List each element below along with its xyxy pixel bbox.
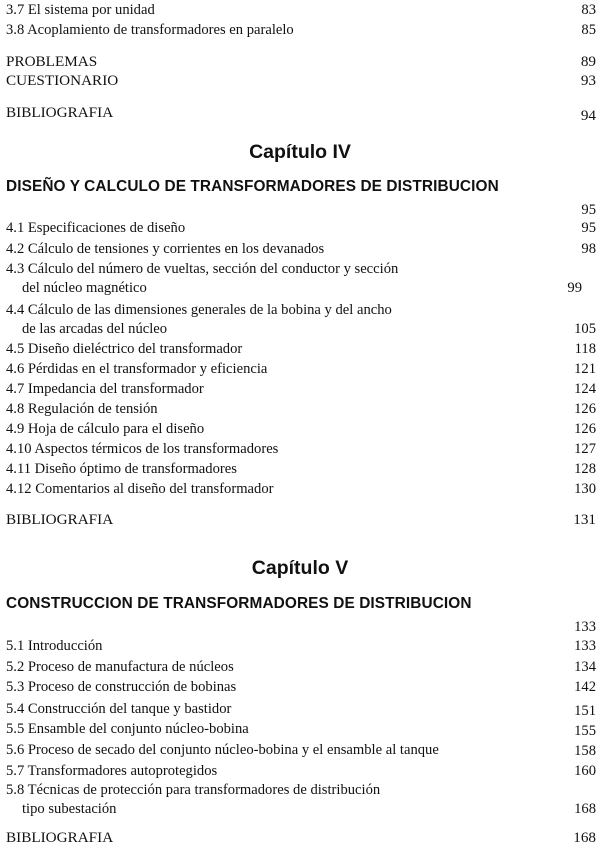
entry-title: 4.1 Especificaciones de diseño [6,220,186,236]
entry-page: 158 [574,743,596,759]
toc-entry-5-4 [6,700,596,718]
toc-entry-cuestionario [6,72,596,90]
entry-page: 151 [574,703,596,719]
toc-entry-4-7 [6,380,596,398]
entry-page: 93 [580,72,596,89]
toc-entry-3-7 [6,1,596,19]
entry-title: BIBLIOGRAFIA [6,104,114,121]
entry-page: 133 [574,638,596,654]
entry-page: 130 [574,481,596,497]
entry-title: 4.7 Impedancia del transformador [6,381,204,397]
entry-page: 121 [574,361,596,377]
entry-page: 134 [574,659,596,675]
toc-entry-4-4 [6,301,596,319]
entry-page: 89 [580,53,596,70]
entry-page: 160 [574,763,596,779]
chapter-4-section-page [6,201,596,219]
entry-page: 99 [567,280,582,296]
chapter-5-bibliografia [6,829,596,847]
entry-page: 85 [581,22,596,38]
toc-entry-4-3-cont [22,279,596,297]
toc-entry-bibliografia [6,104,596,122]
entry-title: 5.4 Construcción del tanque y bastidor [6,701,232,717]
entry-page: 126 [574,421,596,437]
entry-title: 5.2 Proceso de manufactura de núcleos [6,659,234,675]
entry-title: 4.4 Cálculo de las dimensiones generales de la bobina y del ancho [6,302,392,318]
entry-title: BIBLIOGRAFIA [6,829,114,846]
chapter-4-bibliografia [6,511,596,529]
toc-entry-5-2 [6,658,596,676]
toc-entry-4-9 [6,420,596,438]
chapter-5-heading: Capítulo V [251,557,349,579]
entry-title: 5.3 Proceso de construcción de bobinas [6,679,237,695]
entry-page: 94 [580,107,596,124]
toc-entry-5-7 [6,762,596,780]
entry-page: 95 [581,220,596,236]
entry-title-cont: de las arcadas del núcleo [22,321,168,337]
entry-title: 4.8 Regulación de tensión [6,401,158,417]
entry-title: 4.12 Comentarios al diseño del transformador [6,481,274,497]
chapter-4-section-title: DISEÑO Y CALCULO DE TRANSFORMADORES DE DISTRIBUCION [6,178,499,195]
entry-page: 155 [574,723,596,739]
toc-entry-4-4-cont [22,320,596,338]
entry-page: 124 [574,381,596,397]
entry-title: 5.8 Técnicas de protección para transformadores de distribución [6,782,381,798]
entry-title: 3.7 El sistema por unidad [6,2,155,18]
entry-title: 4.11 Diseño óptimo de transformadores [6,461,237,477]
entry-page: 131 [573,511,596,528]
toc-entry-problemas [6,53,596,71]
entry-page: 126 [574,401,596,417]
toc-entry-5-6 [6,741,596,759]
entry-title: 4.9 Hoja de cálculo para el diseño [6,421,205,437]
entry-title: PROBLEMAS [6,53,98,70]
toc-entry-5-8 [6,781,596,799]
chapter-4-heading: Capítulo IV [249,141,351,163]
toc-entry-4-10 [6,440,596,458]
entry-page: 127 [574,441,596,457]
entry-title: 5.1 Introducción [6,638,103,654]
entry-title-cont: del núcleo magnético [22,280,147,296]
entry-page: 168 [574,801,596,817]
entry-title: 4.3 Cálculo del número de vueltas, sección del conductor y sección [6,261,399,277]
entry-title: 5.6 Proceso de secado del conjunto núcleo-bobina y el ensamble al tanque [6,742,439,758]
toc-entry-5-8-cont [22,800,596,818]
entry-title: 4.2 Cálculo de tensiones y corrientes en los devanados [6,241,325,257]
toc-entry-4-12 [6,480,596,498]
entry-page: 142 [574,679,596,695]
entry-title: 4.6 Pérdidas en el transformador y eficiencia [6,361,268,377]
entry-page: 133 [574,619,596,635]
entry-page: 118 [574,341,596,357]
toc-entry-3-8 [6,21,596,39]
toc-entry-5-1 [6,637,596,655]
toc-entry-5-5 [6,720,596,738]
entry-title: 3.8 Acoplamiento de transformadores en paralelo [6,22,294,38]
toc-entry-4-1 [6,219,596,237]
entry-page: 105 [574,321,596,337]
entry-title: 5.7 Transformadores autoprotegidos [6,763,218,779]
entry-page: 83 [581,2,596,18]
entry-title: 5.5 Ensamble del conjunto núcleo-bobina [6,721,249,737]
entry-title: 4.5 Diseño dieléctrico del transformador [6,341,243,357]
chapter-5-section-title: CONSTRUCCION DE TRANSFORMADORES DE DISTRIBUCION [6,595,472,612]
entry-page: 98 [581,241,596,257]
toc-entry-4-5 [6,340,596,358]
chapter-5-section-page [6,618,596,636]
entry-page: 95 [581,202,596,218]
toc-entry-4-6 [6,360,596,378]
entry-title: BIBLIOGRAFIA [6,511,114,528]
toc-entry-4-8 [6,400,596,418]
entry-page: 168 [573,829,596,846]
entry-page: 128 [574,461,596,477]
entry-title-cont: tipo subestación [22,801,117,817]
entry-title: 4.10 Aspectos térmicos de los transformadores [6,441,279,457]
toc-entry-4-2 [6,240,596,258]
toc-entry-4-3 [6,260,596,278]
entry-title: CUESTIONARIO [6,72,119,89]
toc-entry-4-11 [6,460,596,478]
toc-entry-5-3 [6,678,596,696]
